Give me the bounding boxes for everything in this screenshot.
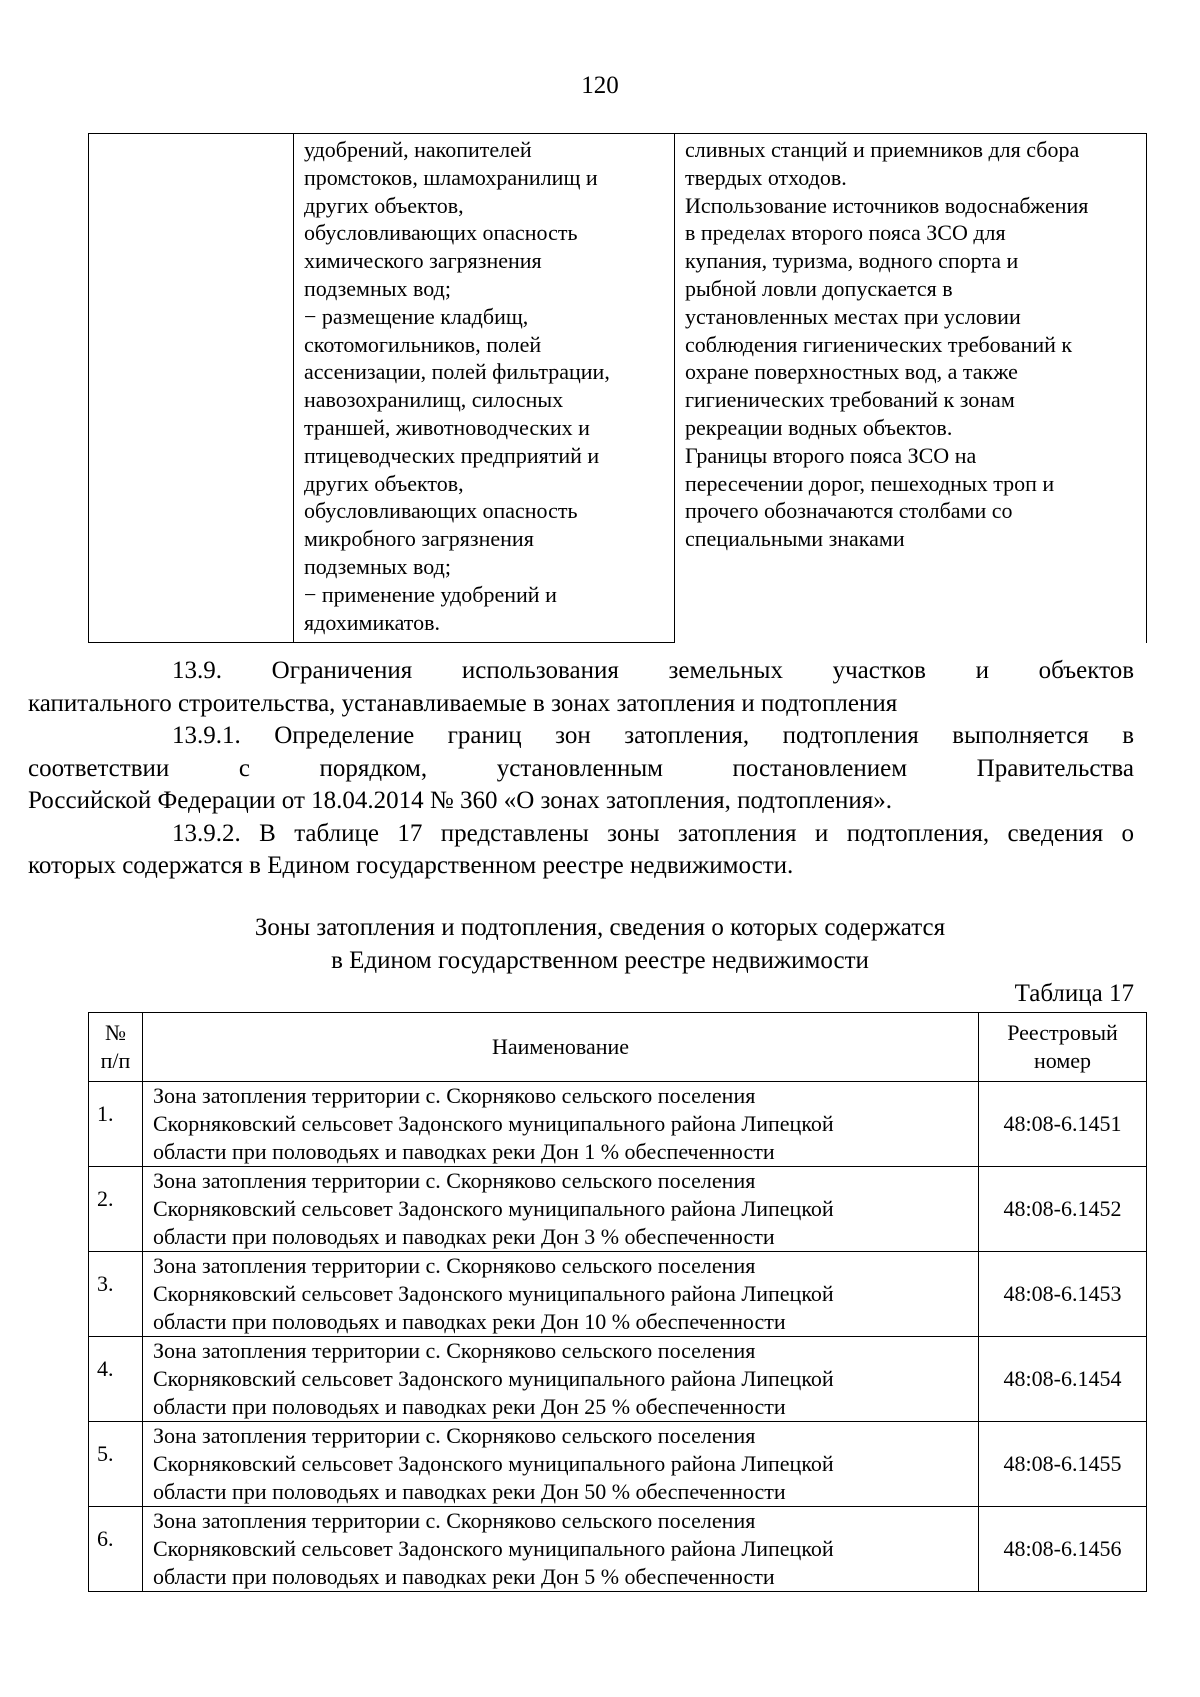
registry-number: 48:08-6.1455 [979, 1422, 1147, 1507]
table-row [89, 1422, 1147, 1507]
registry-number: 48:08-6.1453 [979, 1252, 1147, 1337]
zone-name: Зона затопления территории с. Скорняково сельского поселения Скорняковский сельсовет Задонского муниципального района Липецкой области при половодьях и паводках реки Дон 3 % обеспеченности [143, 1167, 979, 1252]
zone-name: Зона затопления территории с. Скорняково сельского поселения Скорняковский сельсовет Задонского муниципального района Липецкой области при половодьях и паводках реки Дон 25 % обеспеченности [143, 1337, 979, 1422]
paragraph-line: Российской Федерации от 18.04.2014 № 360 «О зонах затопления, подтопления». [28, 787, 893, 814]
paragraph-line: 13.9. Ограничения использования земельных участков и объектов [172, 657, 1134, 684]
registry-number: 48:08-6.1452 [979, 1167, 1147, 1252]
table-label: Таблица 17 [1014, 980, 1134, 1007]
paragraph-line: 13.9.1. Определение границ зон затопления, подтопления выполняется в [172, 722, 1134, 749]
zones-header-row [89, 1013, 1147, 1082]
registry-number: 48:08-6.1456 [979, 1507, 1147, 1592]
header-name: Наименование [143, 1013, 979, 1082]
zone-name: Зона затопления территории с. Скорняково сельского поселения Скорняковский сельсовет Задонского муниципального района Липецкой области при половодьях и паводках реки Дон 10 % обеспеченности [143, 1252, 979, 1337]
continuation-cell-3: сливных станций и приемников для сбора твердых отходов. Использование источников водоснабжения в пределах второго пояса ЗСО для купания, туризма, водного спорта и рыбной ловли допускается в установленных местах при условии соблюдения гигиенических требований к охране поверхностных вод, а также гигиенических требований к зонам рекреации водных объектов. Границы второго пояса ЗСО на пересечении дорог, пешеходных троп и прочего обозначаются столбами со специальными знаками [675, 134, 1147, 643]
paragraph-13-9 [28, 655, 1134, 720]
zones-table [88, 1012, 1147, 1592]
page-number: 120 [581, 72, 619, 99]
header-reg: Реестровый номер [979, 1013, 1147, 1082]
table-row [89, 1507, 1147, 1592]
paragraph-line: 13.9.2. В таблице 17 представлены зоны затопления и подтопления, сведения о [172, 819, 1134, 847]
paragraph-13-9-1 [28, 720, 1134, 818]
table-row [89, 1252, 1147, 1337]
row-number: 1. [89, 1082, 143, 1167]
paragraph-line: соответствии с порядком, установленным постановлением Правительства [28, 754, 1134, 782]
continuation-cell-2: удобрений, накопителей промстоков, шламохранилищ и других объектов, обусловливающих опасность химического загрязнения подземных вод; − размещение кладбищ, скотомогильников, полей ассенизации, полей фильтрации, навозохранилищ, силосных траншей, животноводческих и птицеводческих предприятий и других объектов, обусловливающих опасность микробного загрязнения подземных вод; − применение удобрений и ядохимикатов. [294, 134, 675, 643]
row-number: 5. [89, 1422, 143, 1507]
body-text [28, 655, 1134, 883]
paragraph-line: капитального строительства, устанавливаемые в зонах затопления и подтопления [28, 689, 898, 717]
row-number: 4. [89, 1337, 143, 1422]
table-row [89, 1337, 1147, 1422]
table-row [89, 1082, 1147, 1167]
header-num: № п/п [89, 1013, 143, 1082]
table-title [0, 912, 1200, 977]
row-number: 2. [89, 1167, 143, 1252]
row-number: 6. [89, 1507, 143, 1592]
paragraph-13-9-2 [28, 818, 1134, 883]
table-title-line: в Едином государственном реестре недвижимости [331, 946, 869, 974]
registry-number: 48:08-6.1454 [979, 1337, 1147, 1422]
registry-number: 48:08-6.1451 [979, 1082, 1147, 1167]
paragraph-line: которых содержатся в Едином государственном реестре недвижимости. [28, 852, 794, 879]
table-row [89, 1167, 1147, 1252]
continuation-cell-1 [89, 134, 294, 643]
row-number: 3. [89, 1252, 143, 1337]
zone-name: Зона затопления территории с. Скорняково сельского поселения Скорняковский сельсовет Задонского муниципального района Липецкой области при половодьях и паводках реки Дон 50 % обеспеченности [143, 1422, 979, 1507]
zone-name: Зона затопления территории с. Скорняково сельского поселения Скорняковский сельсовет Задонского муниципального района Липецкой области при половодьях и паводках реки Дон 1 % обеспеченности [143, 1082, 979, 1167]
table-title-line: Зоны затопления и подтопления, сведения о которых содержатся [254, 914, 946, 941]
zone-name: Зона затопления территории с. Скорняково сельского поселения Скорняковский сельсовет Задонского муниципального района Липецкой области при половодьях и паводках реки Дон 5 % обеспеченности [143, 1507, 979, 1592]
continuation-row [89, 134, 1147, 643]
continuation-table [88, 133, 1147, 643]
